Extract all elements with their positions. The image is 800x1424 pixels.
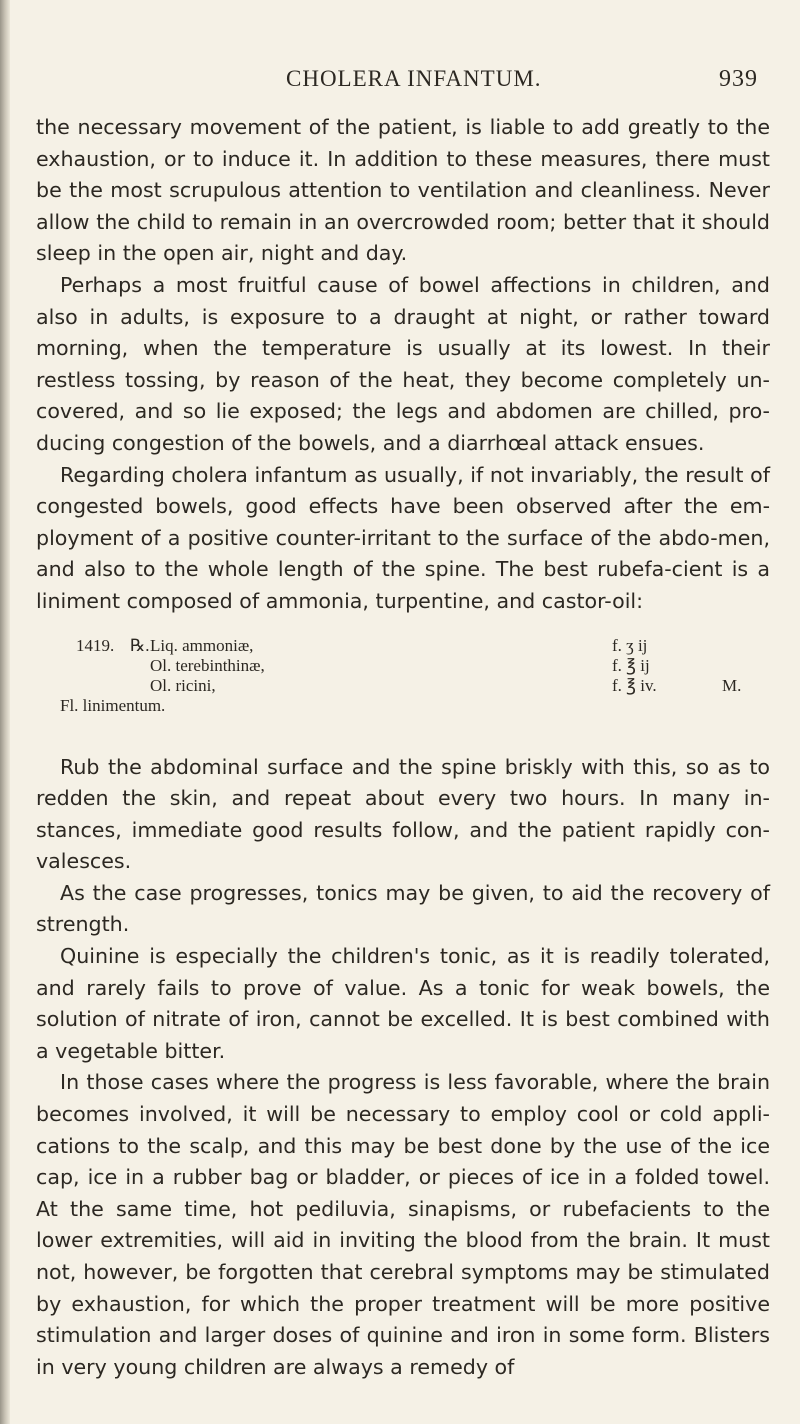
paragraph: Rub the abdominal surface and the spine briskly with this, so as to redden the skin, and repeat about every two hours. In many in-stances, immediate good results follow, and the patient rapidly con-valesces. [36,754,770,874]
paragraph: Perhaps a most fruitful cause of bowel affections in children, and also in adults, is exposure to a draught at night, or rather toward morning, when the temperature is usually at its lowest. In their restless tossing, by reason of the heat, they become completely un-covered, and so lie exposed; the legs and abdomen are chilled, pro-ducing congestion of the bowels, and a diarrhœal attack ensues. [36,272,770,455]
prescription-number: 1419. [76,635,115,655]
paragraph: Quinine is especially the children's tonic, as it is readily tolerated, and rarely fails to prove of value. As a tonic for weak bowels, the solution of nitrate of iron, cannot be excelled. It is best combined with a vegetable bitter. [36,944,770,1063]
prescription-ingredient: Liq. ammoniæ, [150,635,254,655]
prescription-signature: M. [722,675,742,695]
prescription-line [36,696,770,716]
prescription-quantity: f. ʒ ij [612,635,648,655]
paragraph: the necessary movement of the patient, is liable to add greatly to the exhaustion, or to induce it. In addition to these measures, there must be the most scrupulous attention to ventilation and cleanliness. Never allow the child to remain in an overcrowded room; better that it should sleep in the open air, night and day. [36,115,770,266]
body-text [36,112,770,1383]
prescription-line [36,676,770,696]
recipe-symbol: ℞. [130,635,150,655]
running-title: CHOLERA INFANTUM. [286,66,542,91]
prescription-quantity: f. ℥ iv. [612,675,657,695]
prescription [36,628,770,728]
prescription-ingredient: Ol. terebinthinæ, [150,655,265,675]
prescription-ingredient: Ol. ricini, [150,675,216,695]
paragraph: Regarding cholera infantum as usually, if not invariably, the result of congested bowels, good effects have been observed after the em-ployment of a positive counter-irritant to the surface of the abdo-men, and also to the whole length of the spine. The best rubefa-cient is a liniment composed of ammonia, turpentine, and castor-oil: [36,462,770,613]
prescription-line [36,656,770,676]
prescription-line [36,636,770,656]
paragraph: In those cases where the progress is less favorable, where the brain becomes involved, it will be necessary to employ cool or cold appli-cations to the scalp, and this may be best done by the use of the ice cap, ice in a rubber bag or bladder, or pieces of ice in a folded towel. At the same time, hot pediluvia, sinapisms, or rubefacients to the lower extremities, will aid in inviting the blood from the brain. It must not, however, be forgotten that cerebral symptoms may be stimulated by exhaustion, for which the proper treatment will be more positive stimulation and larger doses of quinine and iron in some form. Blisters in very young children are always a remedy of [36,1070,770,1379]
prescription-quantity: f. ℥ ij [612,655,650,675]
page-header [36,66,758,106]
page-number: 939 [719,66,758,92]
paragraph: As the case progresses, tonics may be given, to aid the recovery of strength. [36,880,770,937]
prescription-directions: Fl. linimentum. [60,695,166,715]
